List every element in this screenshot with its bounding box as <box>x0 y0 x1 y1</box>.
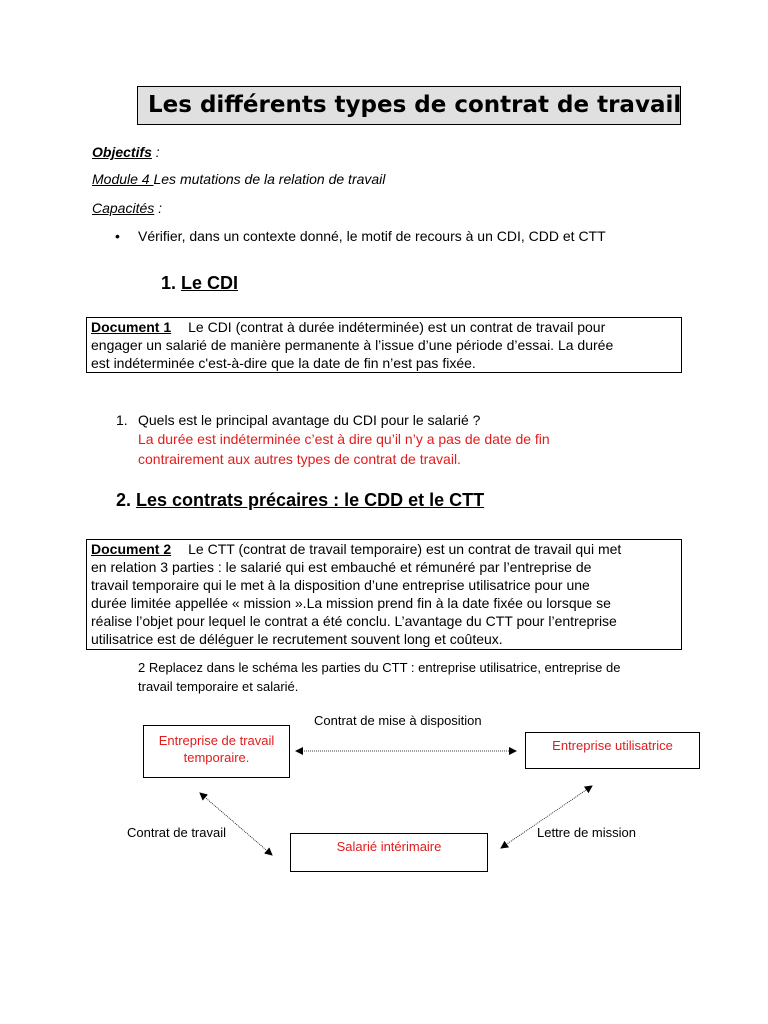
capacite-bullet-dot: • <box>115 228 120 244</box>
label-contrat-de-travail: Contrat de travail <box>127 825 226 840</box>
section2-number: 2. <box>116 490 137 510</box>
document2-line-4: durée limitée appellée « mission ».La mission prend fin à la date fixée ou lorsque se <box>91 595 611 611</box>
document2-line-6: utilisatrice est de déléguer le recrutement souvent long et coûteux. <box>91 631 503 647</box>
section1-title: Le CDI <box>181 273 239 293</box>
document2-line-3: travail temporaire qui le met à la disposition d’une entreprise utilisatrice pour une <box>91 577 590 593</box>
capacites-label: Capacités <box>92 200 155 216</box>
question2-line-2: travail temporaire et salarié. <box>138 679 299 694</box>
capacites-colon: : <box>154 200 163 216</box>
page-title-text: Les différents types de contrat de travail <box>148 92 682 118</box>
question1-text: Quels est le principal avantage du CDI pour le salarié ? <box>138 412 481 428</box>
objectifs-colon: : <box>151 144 160 160</box>
section2-title: Les contrats précaires : le CDD et le CTT <box>136 490 485 510</box>
question1-number: 1. <box>116 412 128 428</box>
document1-label: Document 1 <box>91 319 172 335</box>
box-bottom-text: Salarié intérimaire <box>336 839 442 854</box>
document2-line-5: réalise l’objet pour lequel le contrat a été conclu. L’avantage du CTT pour l’entreprise <box>91 613 617 629</box>
arrow-contrat-de-travail <box>200 793 272 855</box>
document2-line-2: en relation 3 parties : le salarié qui est embauché et rémunéré par l’entreprise de <box>91 559 592 575</box>
diagram-box-entreprise-travail-temporaire <box>143 725 290 778</box>
capacite-bullet-text: Vérifier, dans un contexte donné, le motif de recours à un CDI, CDD et CTT <box>138 228 606 244</box>
question1-answer-line-1: La durée est indéterminée c’est à dire qu’il n’y a pas de date de fin <box>138 431 550 447</box>
objectifs-label: Objectifs <box>92 144 152 160</box>
document1-line-3: est indéterminée c'est-à-dire que la date de fin n’est pas fixée. <box>91 355 476 371</box>
question1-answer-line-2: contrairement aux autres types de contrat de travail. <box>138 451 461 467</box>
section1-number: 1. <box>161 273 182 293</box>
diagram-box-entreprise-utilisatrice <box>525 732 700 769</box>
box-left-line-1: Entreprise de travail <box>158 733 275 748</box>
box-right-text: Entreprise utilisatrice <box>552 738 673 753</box>
module-text: Les mutations de la relation de travail <box>153 171 386 187</box>
document2-text-1: Le CTT (contrat de travail temporaire) est un contrat de travail qui met <box>188 541 622 557</box>
label-contrat-mise-a-disposition: Contrat de mise à disposition <box>314 713 482 728</box>
document1-line-2: engager un salarié de manière permanente à l’issue d’une période d’essai. La durée <box>91 337 614 353</box>
document1-text-1: Le CDI (contrat à durée indéterminée) est un contrat de travail pour <box>188 319 606 335</box>
question2-line-1: 2 Replacez dans le schéma les parties du CTT : entreprise utilisatrice, entreprise de <box>138 660 621 675</box>
module-label: Module 4 <box>92 171 154 187</box>
document2-label: Document 2 <box>91 541 172 557</box>
diagram-box-salarie-interimaire <box>290 833 488 872</box>
box-left-line-2: temporaire. <box>183 750 250 765</box>
label-lettre-de-mission: Lettre de mission <box>537 825 636 840</box>
